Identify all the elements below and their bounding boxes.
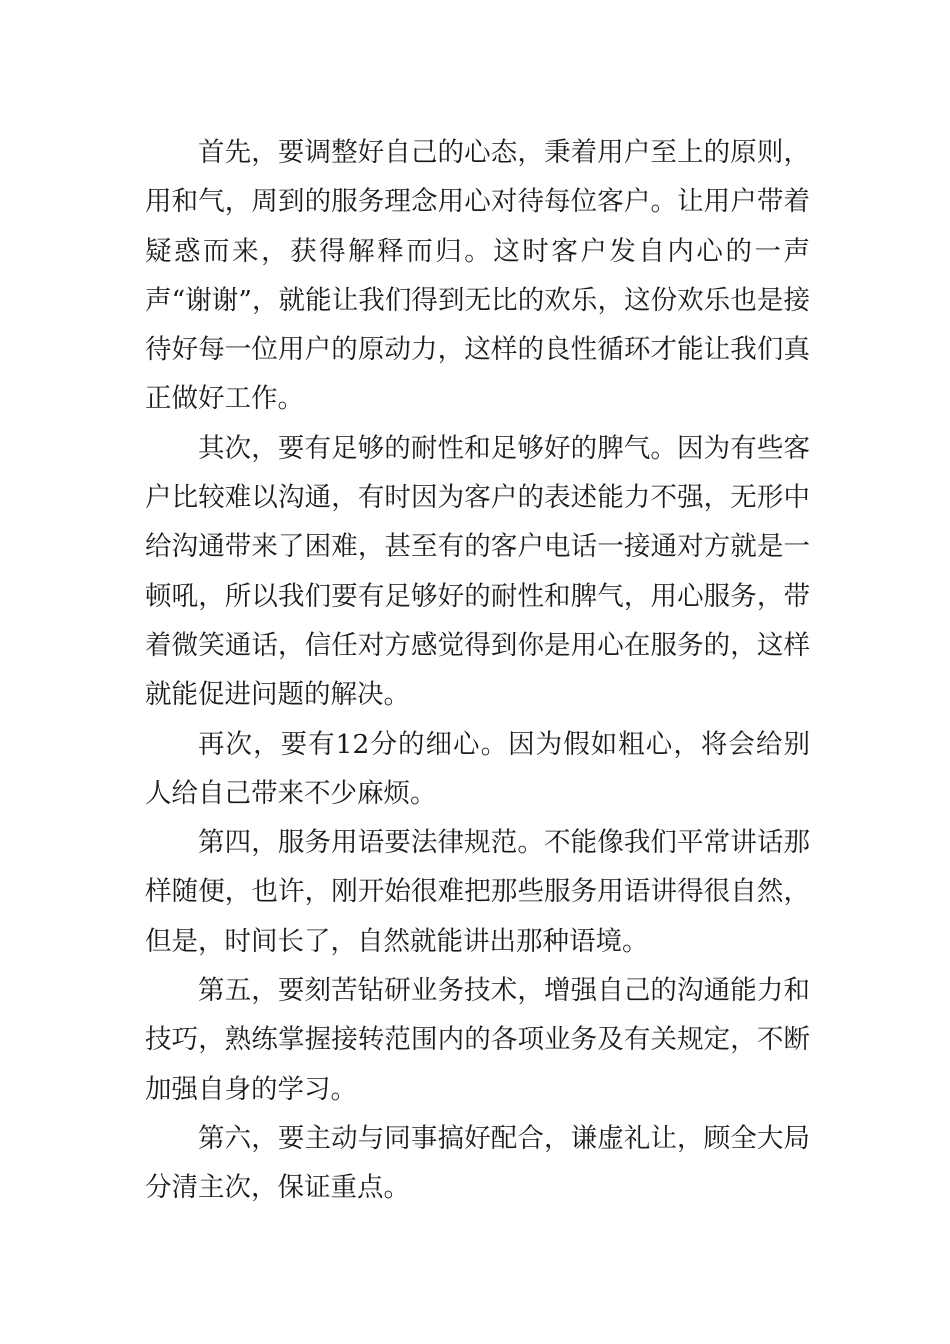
paragraph-attitude: 首先，要调整好自己的心态，秉着用户至上的原则，用和气，周到的服务理念用心对待每位客户。让用户带着疑惑而来，获得解释而归。这时客户发自内心的一声声“谢谢”，就能让我们得到无比的欢乐，这份欢乐也是接待好每一位用户的原动力，这样的良性循环才能让我们真正做好工作。 (145, 137, 810, 415)
paragraph-carefulness: 再次，要有12分的细心。因为假如粗心，将会给别人给自己带来不少麻烦。 (145, 728, 810, 809)
document-body (145, 128, 810, 1213)
paragraph-teamwork: 第六，要主动与同事搞好配合，谦虚礼让，顾全大局分清主次，保证重点。 (145, 1122, 810, 1204)
paragraph-patience: 其次，要有足够的耐性和足够好的脾气。因为有些客户比较难以沟通，有时因为客户的表述能力不强，无形中给沟通带来了困难，甚至有的客户电话一接通对方就是一顿吼，所以我们要有足够好的耐性和脾气，用心服务，带着微笑通话，信任对方感觉得到你是用心在服务的，这样就能促进问题的解决。 (145, 432, 810, 711)
paragraph-service-language: 第四，服务用语要法律规范。不能像我们平常讲话那样随便，也许，刚开始很难把那些服务用语讲得很自然，但是，时间长了，自然就能讲出那种语境。 (145, 827, 810, 957)
paragraph-business-skills: 第五，要刻苦钻研业务技术，增强自己的沟通能力和技巧，熟练掌握接转范围内的各项业务及有关规定，不断加强自身的学习。 (145, 975, 810, 1105)
